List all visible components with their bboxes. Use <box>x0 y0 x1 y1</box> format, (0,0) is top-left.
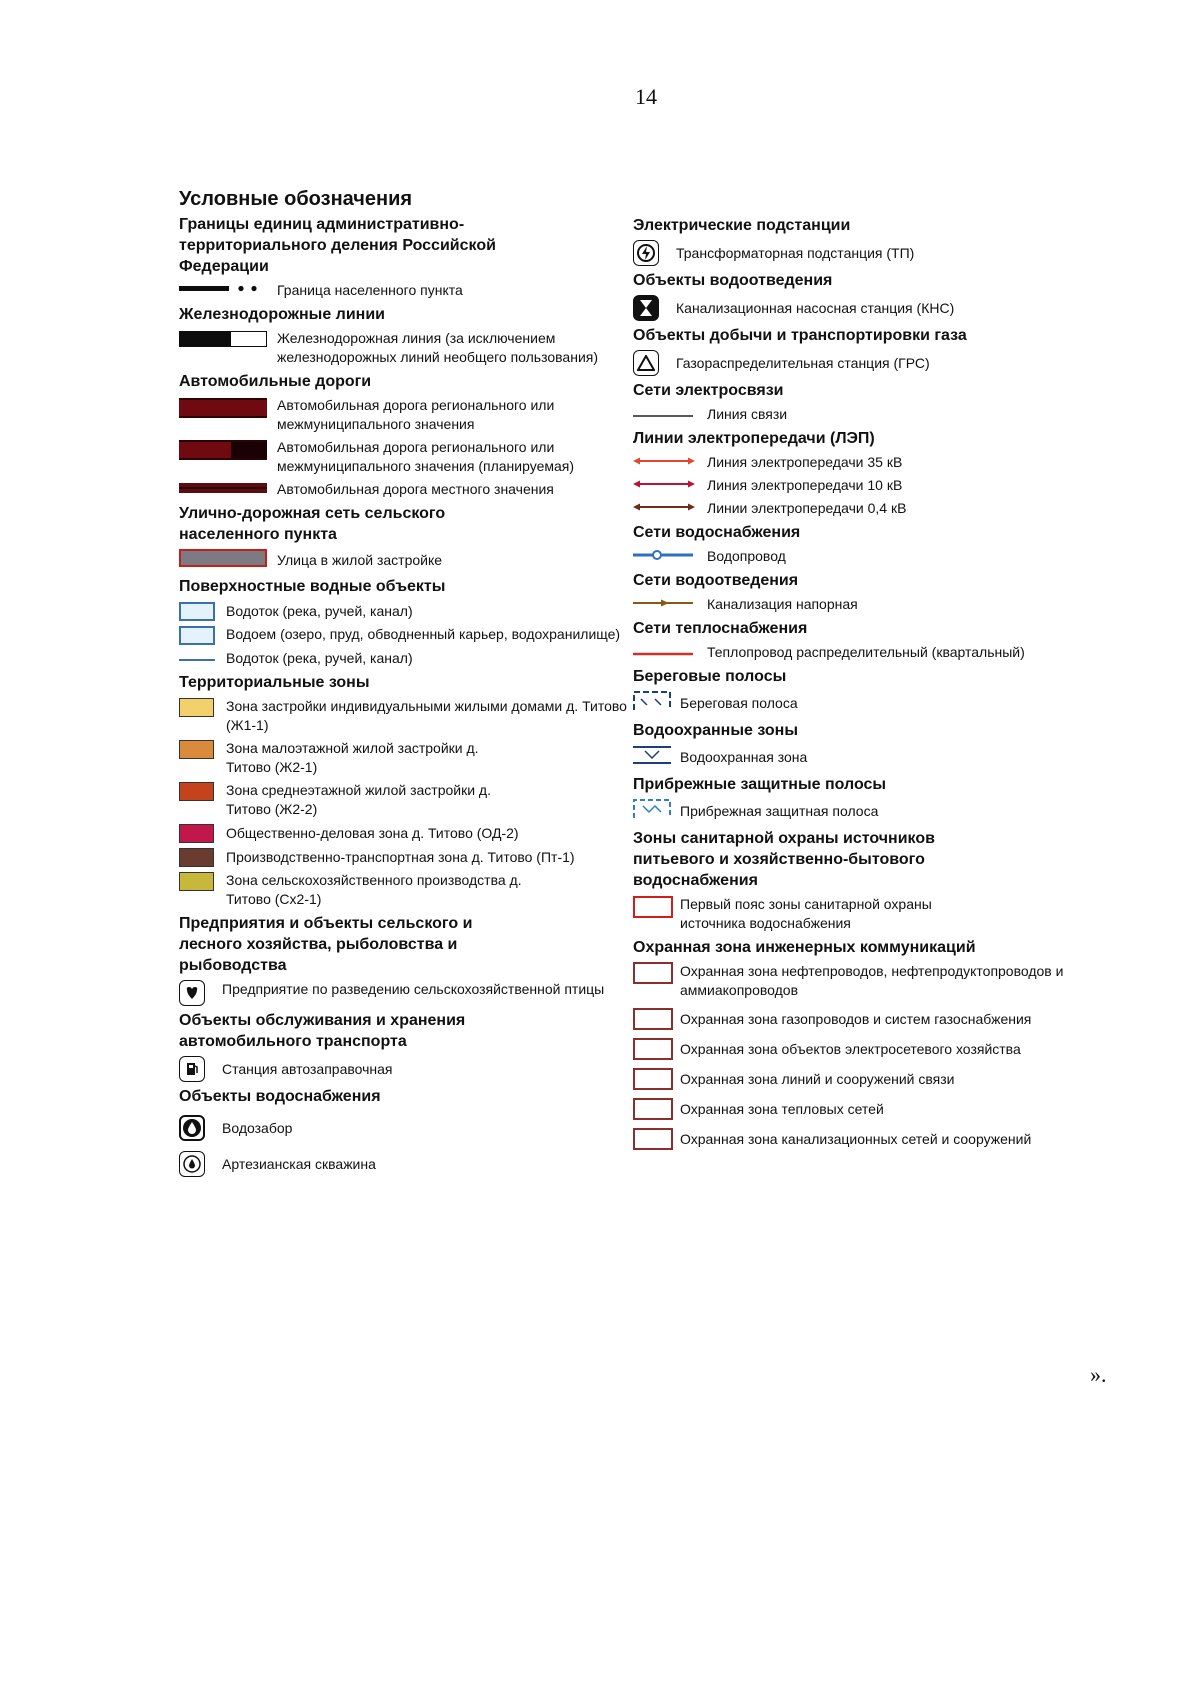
section-telecom: Сети электросвязи <box>633 382 784 399</box>
section-agriculture: Предприятия и объекты сельского и лесного хозяйства, рыболовства и рыбоводства <box>179 915 473 974</box>
legend-item <box>179 396 629 434</box>
legend-item-label: Станция автозаправочная <box>222 1060 393 1077</box>
legend-item <box>633 350 1103 376</box>
gas-distribution-station-icon <box>633 350 665 376</box>
legend-item-label: Водоем (озеро, пруд, обводненный карьер, водохранилище) <box>226 626 621 642</box>
legend-item <box>633 499 1103 518</box>
legend-item-label: Первый пояс зоны санитарной охраны источника водоснабжения <box>680 896 932 931</box>
section-sewer-networks: Сети водоотведения <box>633 572 799 589</box>
legend-item-label: Трансформаторная подстанция (ТП) <box>676 244 915 261</box>
legend-item-label: Водозабор <box>222 1119 293 1136</box>
legend-item-label: Предприятие по разведению сельскохозяйственной птицы <box>222 981 605 997</box>
street-icon <box>179 549 267 572</box>
legend-item <box>633 405 1103 424</box>
transformer-substation-icon <box>633 240 665 266</box>
section-utility-guard-zones: Охранная зона инженерных коммуникаций <box>633 939 976 956</box>
fuel-station-icon <box>179 1056 211 1082</box>
power-line-10kv-icon <box>633 476 695 495</box>
water-protection-zone-icon <box>633 745 669 770</box>
legend-item-label: Линии электропередачи 0,4 кВ <box>707 500 907 516</box>
communication-line-icon <box>633 405 695 424</box>
legend-item-label: Зона среднеэтажной жилой застройки д. Титово (Ж2-2) <box>226 782 491 817</box>
section-roads: Автомобильные дороги <box>179 373 372 390</box>
legend-item-label: Охранная зона нефтепроводов, нефтепродуктопроводов и аммиакопроводов <box>680 963 1064 998</box>
legend-item <box>179 1056 629 1082</box>
section-street-network: Улично-дорожная сеть сельского населенного пункта <box>179 505 446 543</box>
heat-pipe-icon <box>633 643 695 662</box>
zone-od2-swatch <box>179 823 215 843</box>
legend-left-column <box>179 188 629 1187</box>
legend-item-label: Линия электропередачи 35 кВ <box>707 454 903 470</box>
pressure-sewer-icon <box>633 595 695 614</box>
power-grid-guard-zone-icon <box>633 1038 669 1060</box>
sanitary-zone-first-belt-icon <box>633 896 669 918</box>
regional-road-icon <box>179 398 267 423</box>
legend-item <box>633 1128 1103 1150</box>
legend-item-label: Канализация напорная <box>707 596 858 612</box>
legend-item-label: Производственно-транспортная зона д. Титово (Пт-1) <box>226 848 575 865</box>
artesian-well-icon <box>179 1151 211 1177</box>
communication-guard-zone-icon <box>633 1068 669 1090</box>
gas-pipeline-guard-zone-icon <box>633 1008 669 1030</box>
heat-network-guard-zone-icon <box>633 1098 669 1120</box>
legend-item-label: Водоохранная зона <box>680 749 808 765</box>
legend-item <box>633 643 1103 662</box>
legend-item-label: Теплопровод распределительный (квартальный) <box>707 644 1025 660</box>
legend-item <box>633 962 1103 1000</box>
legend-item-label: Зона сельскохозяйственного производства д. Титово (Сх2-1) <box>226 872 522 907</box>
water-body-icon <box>179 625 215 645</box>
section-vehicle-service: Объекты обслуживания и хранения автомобильного транспорта <box>179 1012 466 1050</box>
legend-item-label: Водоток (река, ручей, канал) <box>226 650 413 666</box>
section-railways: Железнодорожные линии <box>179 306 386 323</box>
legend-item-label: Автомобильная дорога регионального или межмуниципального значения (планируемая) <box>277 439 575 474</box>
legend-item-label: Газораспределительная станция (ГРС) <box>676 354 930 371</box>
section-territorial-zones: Территориальные зоны <box>179 674 370 691</box>
legend-item <box>633 745 1103 770</box>
legend-item <box>633 547 1103 566</box>
section-heat-networks: Сети теплоснабжения <box>633 620 808 637</box>
legend-item <box>179 697 629 735</box>
legend-item <box>633 595 1103 614</box>
section-shore-strips: Береговые полосы <box>633 668 787 685</box>
legend-item-label: Охранная зона линий и сооружений связи <box>680 1070 955 1087</box>
shore-strip-icon <box>633 691 669 716</box>
legend-item <box>179 625 629 645</box>
legend-item <box>633 895 1103 933</box>
zone-sx2-1-swatch <box>179 871 215 891</box>
legend-item <box>179 281 629 300</box>
legend-item-label: Улица в жилой застройке <box>277 552 443 568</box>
legend-item <box>179 438 629 476</box>
coastal-protective-strip-icon <box>633 799 669 824</box>
planned-regional-road-icon <box>179 440 267 465</box>
legend-item <box>179 1151 629 1177</box>
zone-zh2-1-swatch <box>179 739 215 759</box>
legend-item <box>633 453 1103 472</box>
legend-item <box>179 601 629 621</box>
zone-zh1-1-swatch <box>179 697 215 717</box>
legend-item <box>179 871 629 909</box>
legend-item-label: Водопровод <box>707 548 786 564</box>
watercourse-area-icon <box>179 601 215 621</box>
section-water-supply: Объекты водоснабжения <box>179 1088 381 1105</box>
section-admin-boundaries: Границы единиц административно-территориального деления Российской Федерации <box>179 216 496 275</box>
legend-item <box>633 1068 1103 1090</box>
legend-item <box>179 480 629 499</box>
water-intake-icon <box>179 1115 211 1141</box>
section-wastewater-objects: Объекты водоотведения <box>633 272 833 289</box>
poultry-farm-icon <box>179 980 211 1006</box>
legend-item <box>179 781 629 819</box>
legend-item <box>179 1115 629 1141</box>
legend-item-label: Зона малоэтажной жилой застройки д. Титово (Ж2-1) <box>226 740 479 775</box>
closing-quote-mark: ». <box>1090 1362 1107 1387</box>
legend-item <box>179 549 629 572</box>
zone-zh2-2-swatch <box>179 781 215 801</box>
section-surface-water: Поверхностные водные объекты <box>179 578 446 595</box>
power-line-35kv-icon <box>633 453 695 472</box>
legend-item <box>633 240 1103 266</box>
legend-item-label: Общественно-деловая зона д. Титово (ОД-2) <box>226 824 519 841</box>
section-substations: Электрические подстанции <box>633 217 851 234</box>
legend-item-label: Охранная зона объектов электросетевого хозяйства <box>680 1040 1021 1057</box>
legend-item <box>179 847 629 867</box>
section-coastal-strips: Прибрежные защитные полосы <box>633 776 887 793</box>
legend-item-label: Канализационная насосная станция (КНС) <box>676 299 955 316</box>
legend-item-label: Артезианская скважина <box>222 1155 376 1172</box>
legend-item-label: Линия связи <box>707 406 788 422</box>
legend-item <box>633 1008 1103 1030</box>
legend-item-label: Охранная зона тепловых сетей <box>680 1100 884 1117</box>
section-sanitary-zones: Зоны санитарной охраны источников питьевого и хозяйственно-бытового водоснабжения <box>633 830 935 889</box>
legend-item-label: Линия электропередачи 10 кВ <box>707 477 903 493</box>
sewage-pump-station-icon <box>633 295 665 321</box>
legend-item-label: Береговая полоса <box>680 695 798 711</box>
page-number: 14 <box>635 84 657 109</box>
legend-item-label: Водоток (река, ручей, канал) <box>226 602 413 619</box>
railway-icon <box>179 331 267 352</box>
settlement-boundary-icon <box>179 281 267 300</box>
water-pipe-icon <box>633 547 695 566</box>
legend-item-label: Железнодорожная линия (за исключением железнодорожных линий необщего пользования) <box>277 330 599 365</box>
sewer-guard-zone-icon <box>633 1128 669 1150</box>
legend-item <box>633 476 1103 495</box>
section-water-protection-zones: Водоохранные зоны <box>633 722 798 739</box>
legend-item <box>633 691 1103 716</box>
legend-item <box>633 1098 1103 1120</box>
legend-item <box>633 1038 1103 1060</box>
section-power-lines: Линии электропередачи (ЛЭП) <box>633 430 875 447</box>
oil-pipeline-guard-zone-icon <box>633 962 669 984</box>
legend-item-label: Граница населенного пункта <box>277 282 463 298</box>
legend-item <box>179 329 629 367</box>
legend-item <box>633 799 1103 824</box>
legend-item-label: Прибрежная защитная полоса <box>680 803 879 819</box>
section-water-networks: Сети водоснабжения <box>633 524 801 541</box>
legend-item <box>179 649 629 668</box>
zone-pt1-swatch <box>179 847 215 867</box>
legend-item-label: Автомобильная дорога регионального или межмуниципального значения <box>277 397 555 432</box>
legend-right-column <box>633 212 1103 1154</box>
watercourse-line-icon <box>179 649 215 668</box>
local-road-icon <box>179 480 267 499</box>
legend-item-label: Зона застройки индивидуальными жилыми домами д. Титово (Ж1-1) <box>226 698 627 733</box>
legend-item-label: Автомобильная дорога местного значения <box>277 481 554 497</box>
section-gas-objects: Объекты добычи и транспортировки газа <box>633 327 967 344</box>
legend-item <box>633 295 1103 321</box>
power-line-04kv-icon <box>633 499 695 518</box>
legend-item <box>179 980 629 1006</box>
legend-item-label: Охранная зона канализационных сетей и сооружений <box>680 1130 1032 1147</box>
legend-item <box>179 739 629 777</box>
legend-item <box>179 823 629 843</box>
legend-title: Условные обозначения <box>179 188 413 210</box>
legend-item-label: Охранная зона газопроводов и систем газоснабжения <box>680 1010 1032 1027</box>
